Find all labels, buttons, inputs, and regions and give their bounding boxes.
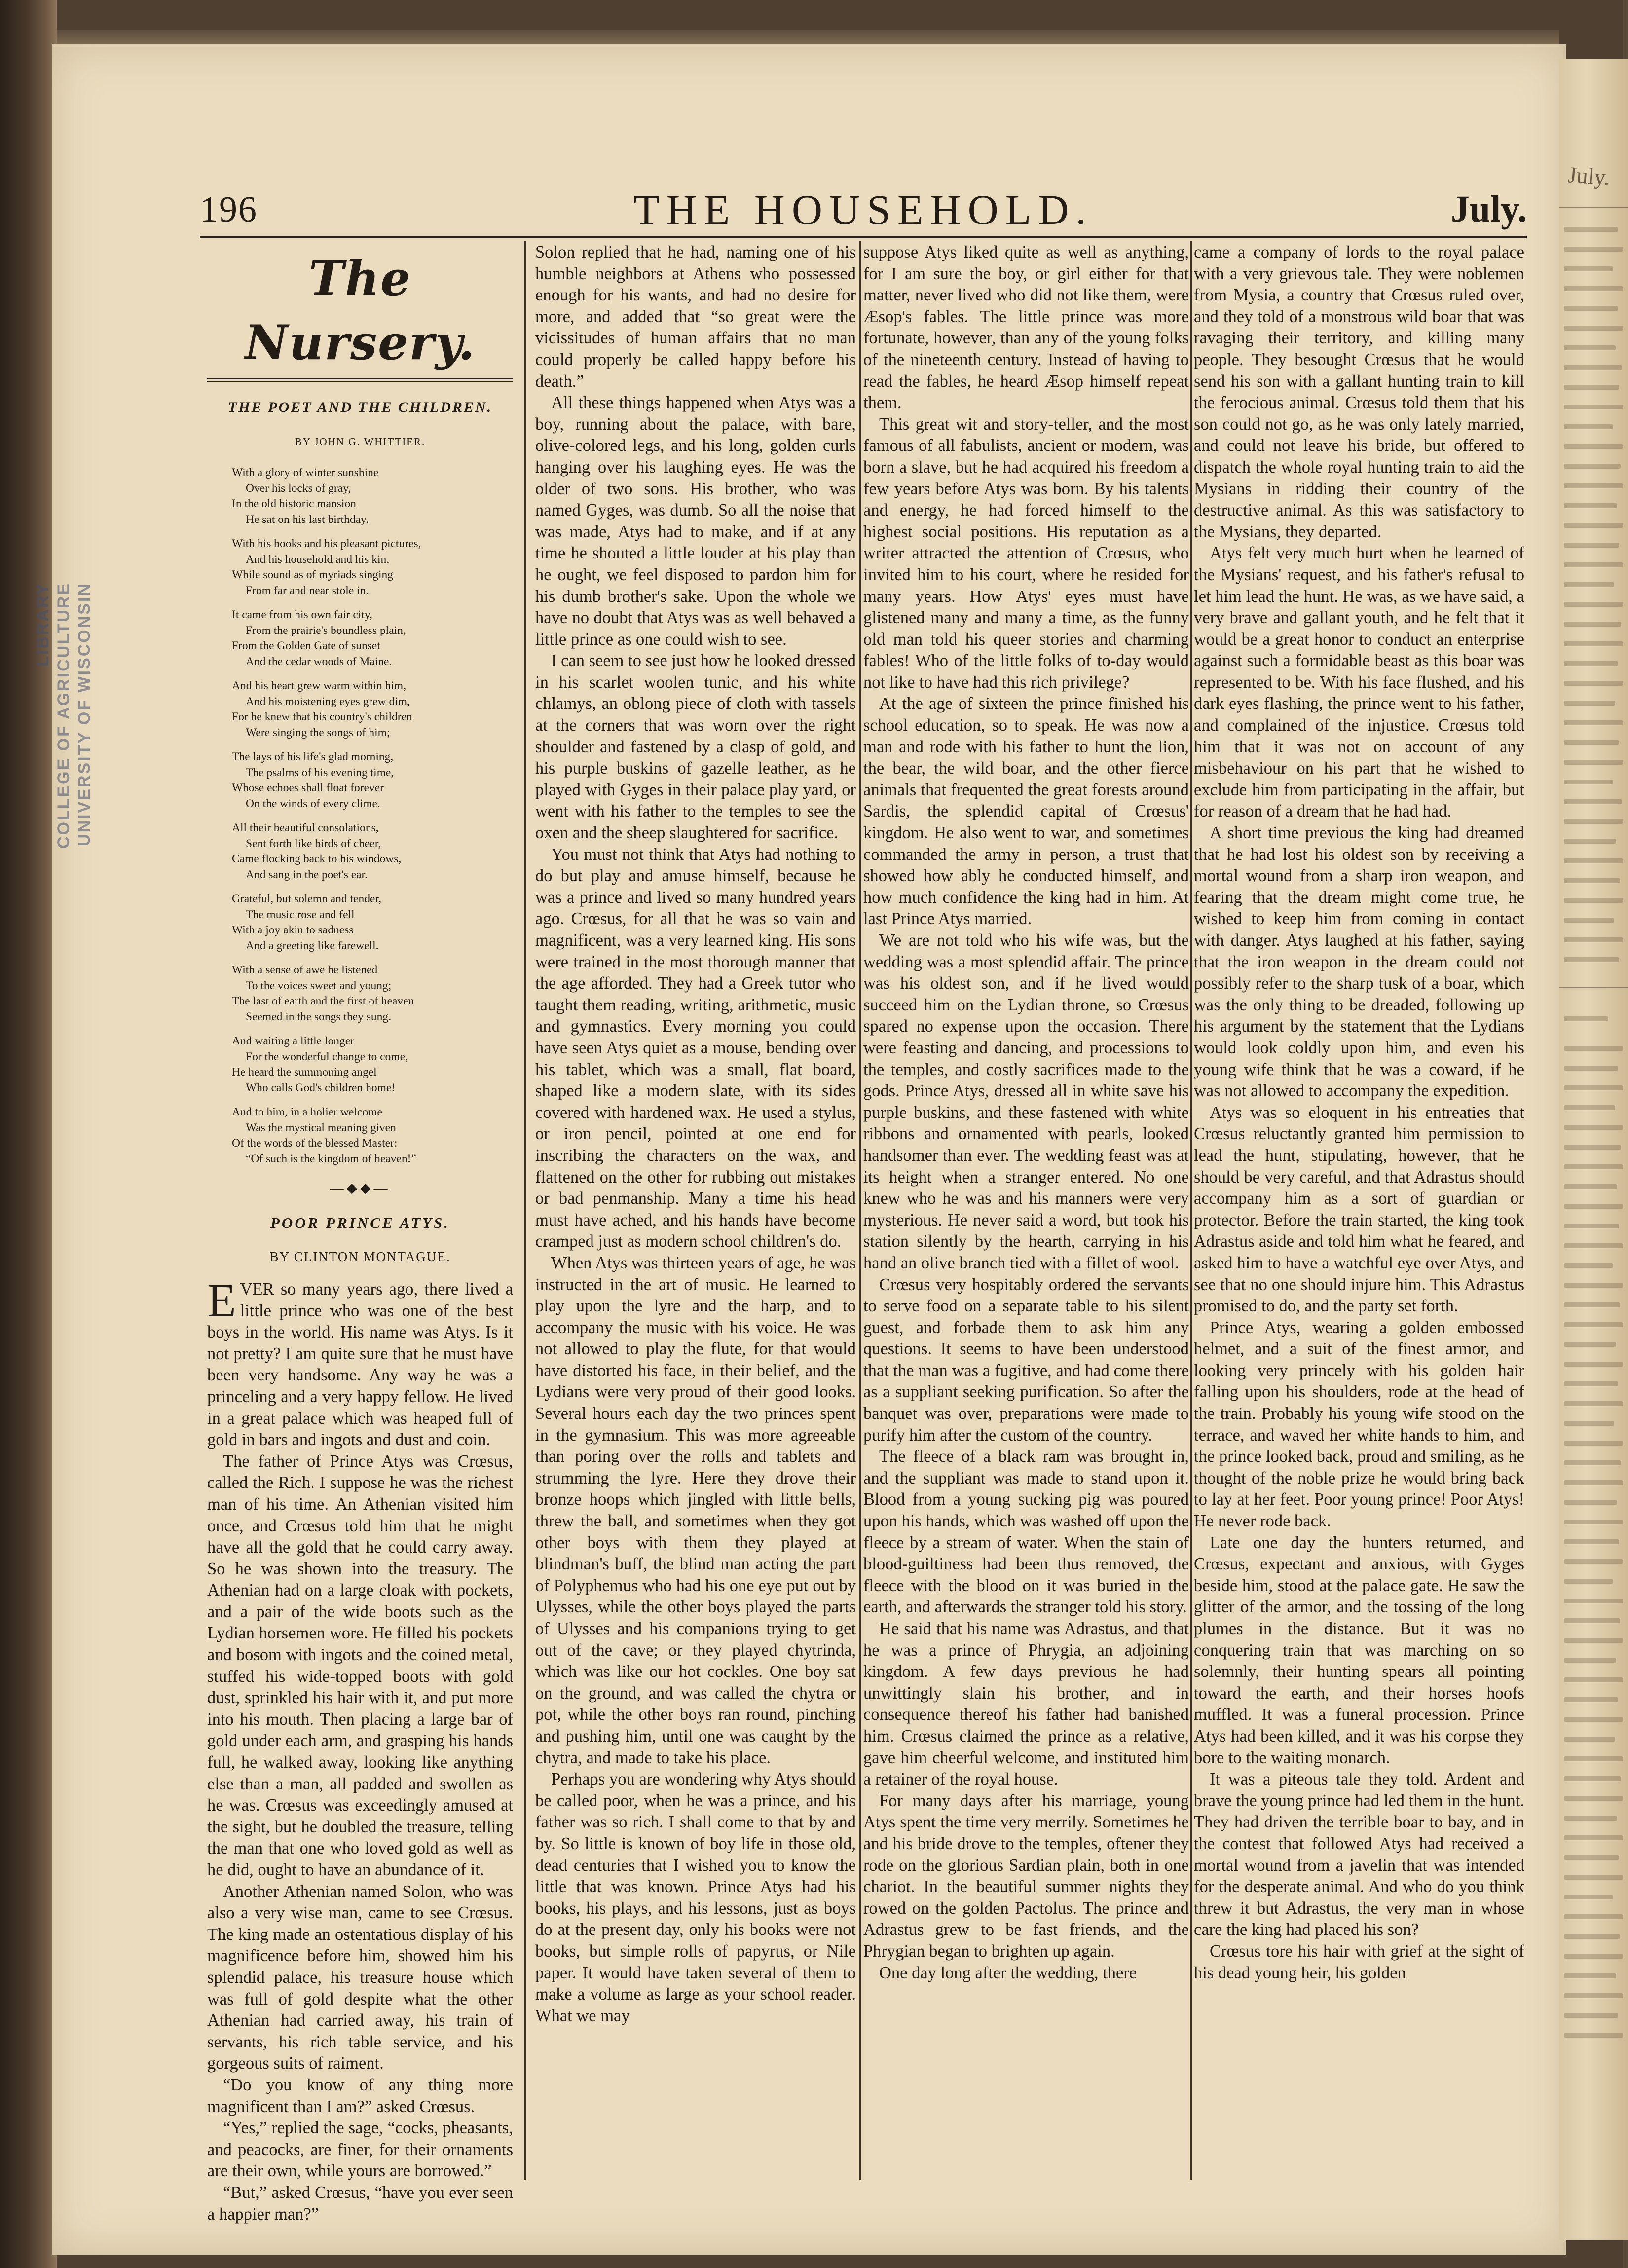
poem-line: All their beautiful consolations, [232,821,379,835]
story-paragraph: Late one day the hunters returned, and Crœsus, expectant and anxious, with Gyges beside him, stood at the palace gate. He saw the glitter of the armor, and the tossing of the long plumes in the distance. But it was no conquering train that was marching on so solemnly, their hunting spears all pointing toward the earth, and their horses hoofs muffled. It was a funeral procession. Prince Atys had been killed, and it was his corpse they bore to the waiting monarch. [1194,1533,1524,1767]
story-paragraph: “Do you know of any thing more magnificent than I am?” asked Crœsus. [207,2075,513,2116]
column-rule [524,241,526,2180]
story-paragraph: came a company of lords to the royal palace with a very grievous tale. They were noblemen from Mysia, a country that Crœsus ruled over, and they told of a monstrous wild boar that was ravaging their territory, and killing many people. They besought Crœsus that he would send his son with a gallant hunting train to kill the ferocious animal. Crœsus told them that his son could not go, as he was only lately married, and could not leave his bride, but offered to dispatch the whole royal hunting train to aid the Mysians in ridding their country of the destructive animal. As this was satisfactory to the Mysians, they departed. [1194,243,1524,541]
story-paragraph: Crœsus tore his hair with grief at the sight of his dead young heir, his golden [1194,1941,1524,1982]
column-rule [859,241,861,2180]
page-header [200,185,1527,234]
section-ornament: —◆◆— [330,1181,391,1196]
story-paragraph: All these things happened when Atys was a boy, running about the palace, with bare, olive-colored legs, and his long, golden curls hanging over his laughing eyes. He was the older of two sons. His brother, who was named Gyges, was dumb. So all the noise that was made, Atys had to make, and if at any time he shouted a little louder at his play than he ought, we feel disposed to pardon him for his dumb brother's sake. Upon the whole we have no doubt that Atys was as well behaved a little prince as one could wish to see. [535,393,856,649]
poem-line: “Of such is the kingdom of heaven!” [246,1152,416,1165]
poem-line: While sound as of myriads singing [232,568,394,582]
poem-line: Sent forth like birds of cheer, [246,837,381,850]
poem-author: BY JOHN G. WHITTIER. [295,435,426,447]
poem-line: Were singing the songs of him; [246,726,390,739]
poem-line: Seemed in the songs they sung. [246,1010,392,1023]
poem-line: Was the mystical meaning given [246,1121,396,1134]
story-column-1 [207,1273,513,2225]
story-paragraph: The fleece of a black ram was brought in, and the suppliant was made to stand upon it. Blood from a young sucking pig was poured upon his hands, which was washed off upon the fleece by a stream of water. When the stain of blood-guiltiness had been thus removed, the fleece with the blood on it was buried in the earth, and afterwards the stranger told his story. [863,1447,1189,1617]
title-rule [207,378,513,382]
poem-stanza [232,1034,513,1096]
story-paragraph: Another Athenian named Solon, who was also a very wise man, came to see Crœsus. The king made an ostentatious display of his magnificence before him, showed him his splendid palace, his treasure house which was full of gold despite what the other Athenian had carried away, his train of servants, his rich table service, and his gorgeous suits of raiment. [207,1882,513,2073]
poem-line: From far and near stole in. [246,584,369,597]
poem-stanza [232,465,513,527]
poem-line: To the voices sweet and young; [246,979,392,992]
story-paragraph: The father of Prince Atys was Crœsus, called the Rich. I suppose he was the richest man of his time. An Athenian visited him once, and Crœsus told him that he might have all the gold that he could carry away. So he was shown into the treasury. The Athenian had on a large cloak with pockets, and a pair of the wide boots such as the Lydian horsemen wore. He filled his pockets and bosom with ingots and the coined metal, stuffed his wide-topped boots with gold dust, sprinkled his hair with it, and put more into his mouth. Then placing a large bar of gold under each arm, and grasping his hands full, he walked away, looking like anything else than a man, all padded and swollen as he was. Crœsus was exceedingly amused at the sight, but he doubled the treasure, telling the man that one who loved gold as well as he did, ought to have an abundance of it. [207,1451,513,1879]
poem-line: And his heart grew warm within him, [232,679,407,693]
story-paragraph: Crœsus very hospitably ordered the servants to serve food on a separate table to his silent guest, and forbade them to ask him any questions. It seems to have been understood that the man was a fugitive, and had come there as a suppliant seeking purification. So after the banquet was over, preparations were made to purify him after the custom of the country. [863,1275,1189,1445]
column-4 [1194,242,1524,2181]
poem-line: For the wonderful change to come, [246,1050,408,1063]
column-rule [1190,241,1192,2180]
story-paragraph: I can seem to see just how he looked dressed in his scarlet woolen tunic, and his white chlamys, an oblong piece of cloth with tassels at the corners that was worn over the right shoulder and fastened by a clasp of gold, and his purple buskins of gazelle leather, as he played with Gyges in their palace play yard, or went with his father to the temples to see the oxen and the sheep slaughtered for sacrifice. [535,651,856,843]
stamp-line-2: COLLEGE OF AGRICULTURE [54,582,73,849]
poem-line: And the cedar woods of Maine. [246,655,392,668]
poem-line: From the prairie's boundless plain, [246,624,406,637]
story-title: POOR PRINCE ATYS. [270,1214,450,1231]
story-paragraph: For many days after his marriage, young Atys spent the time very merrily. Sometimes he and his bride drove to the temples, oftener they rode on the glorious Sardian plain, both in one chariot. In the beautiful summer nights they rowed on the golden Pactolus. The prince and Adrastus grew to be fast friends, and the Phrygian began to brighten up again. [863,1791,1189,1961]
stamp-line-3: UNIVERSITY OF WISCONSIN [75,582,94,846]
story-paragraph: “Yes,” replied the sage, “cocks, pheasants, and peacocks, are finer, for their ornaments are their own, while yours are borrowed.” [207,2119,513,2181]
story-paragraph: Solon replied that he had, naming one of his humble neighbors at Athens who possessed enough for his wants, and had no desire for more, and added that “so great were the vicissitudes of human affairs that no man could properly be called happy before his death.” [535,243,856,391]
poem-line: And waiting a little longer [232,1035,355,1048]
facing-page-edge [1559,59,1628,2240]
poem-stanza [232,607,513,669]
story-paragraph: Atys was so eloquent in his entreaties that Crœsus reluctantly granted him permission to lead the hunt, stipulating, however, that he should be very careful, and that Adrastus should accompany him as a sort of guardian or protector. Before the train started, the king took Adrastus aside and told him what he feared, and asked him to have a watchful eye over Atys, and see that no one should injure him. This Adrastus promised to do, and the party set forth. [1194,1103,1524,1316]
poem-stanza [232,963,513,1025]
column-2 [535,242,856,2181]
poem-line: In the old historic mansion [232,497,356,511]
poem-line: Over his locks of gray, [246,482,351,495]
book-binding [0,0,57,2268]
header-rule [200,236,1527,238]
story-paragraph: Prince Atys, wearing a golden embossed helmet, and a suit of the finest armor, and looking very princely with his golden hair falling upon his shoulders, rode at the head of the train. Probably his young wife stood on the terrace, and waved her white hands to him, and the prince looked back, proud and smiling, as he thought of the noble prize he would bring back to lay at her feet. Poor young prince! Poor Atys! He never rode back. [1194,1318,1524,1531]
facing-page-head: July. [1567,162,1611,190]
poem-stanza [232,536,513,598]
poem-line: With a glory of winter sunshine [232,466,379,480]
poem-line: And his household and his kin, [246,553,390,566]
poem-line: He heard the summoning angel [232,1066,377,1079]
poem-line: With a joy akin to sadness [232,924,354,937]
column-3 [863,242,1189,2181]
poem-line: Who calls God's children home! [246,1081,396,1094]
poem-line: With a sense of awe he listened [232,964,378,977]
poem-line: And sang in the poet's ear. [246,868,368,881]
poem-stanza [232,892,513,954]
story-paragraph: Perhaps you are wondering why Atys should be called poor, when he was a prince, and his father was so rich. I shall come to that by and by. So little is known of boy life in those old, dead centuries that I wished you to know the little that was known. Prince Atys had his books, his plays, and his lessons, just as boys do at the present day, only his books were not books, but simple rolls of papyrus, or Nile paper. It would have taken several of them to make a volume as large as your school reader. What we may [535,1770,856,2025]
poem-line: And to him, in a holier welcome [232,1106,382,1119]
poem-line: With his books and his pleasant pictures, [232,537,421,551]
department-title: The Nursery. [244,251,476,371]
story-paragraph: You must not think that Atys had nothing to do but play and amuse himself, because he was a prince and lived so many hundred years ago. Crœsus, for all that he was so vain and magnificent, was a very learned king. His sons were trained in the most thorough manner that the age afforded. They had a Greek tutor who taught them reading, writing, arithmetic, music and gymnastics. Every morning you could have seen Atys quiet as a mouse, bending over his tablet, which was a small, flat board, shaped like a modern slate, with its sides covered with hardened wax. He used a stylus, or iron pencil, pointed at one end for inscribing the characters on the wax, and flattened on the other for rubbing out mistakes or bad penmanship. Many a time his head must have ached, and his hands have become cramped just as modern school children's do. [535,845,856,1251]
poem-title: THE POET AND THE CHILDREN. [227,399,493,415]
poem-line: The psalms of his evening time, [246,766,394,779]
drop-cap: E [207,1273,236,1327]
poem-line: On the winds of every clime. [246,797,380,810]
poem-line: For he knew that his country's children [232,710,412,724]
stamp-line-1: LIBRARY [34,582,52,667]
story-paragraph: When Atys was thirteen years of age, he was instructed in the art of music. He learned to play upon the lyre and the harp, and to accompany the music with his voice. He was not allowed to play the flute, for that would have distorted his face, in their belief, and the Lydians were very proud of their good looks. Several hours each day the two princes spent in the gymnasium. This was more agreeable than poring over the rolls and tablets and strumming the lyre. Here they drove their bronze hoops which jingled with little bells, threw the ball, and sometimes when they got other boys with them they played at blindman's buff, the blind man acting the part of Polyphemus who had his one eye put out by Ulysses, while the other boys played the parts of Ulysses and his companions trying to get out of the cave; or they played chytrinda, which was like our hot cockles. One boy sat on the ground, and was called the chytra or pot, while the other boys ran round, pinching and pushing him, until one was caught by the chytra, and made to take his place. [535,1253,856,1767]
issue-month: July. [1450,188,1527,230]
poem-line: And his moistening eyes grew dim, [246,695,410,708]
story-paragraph: We are not told who his wife was, but the wedding was a most splendid affair. The prince was his oldest son, and if he lived would succeed him on the Lydian throne, so Crœsus spared no expense upon the occasion. There were feasting and dancing, and processions to the temples, and costly sacrifices made to the gods. Prince Atys, dressed all in white save his purple buskins, and these fastened with white ribbons and ornamented with pearls, looked handsomer than ever. The wedding feast was at its height when a stranger entered. No one knew who he was and his manners were very mysterious. He never said a word, but took his station silently by the hearth, carrying in his hand an olive branch tied with a fillet of wool. [863,931,1189,1272]
story-paragraph: A short time previous the king had dreamed that he had lost his oldest son by receiving a mortal wound from a sharp iron weapon, and fearing that the dream might come true, he wished to keep him from coming in contact with danger. Atys laughed at his father, saying that the iron weapon in the dream could not possibly refer to the sharp tusk of a boar, which was the only thing to be dreaded, following up his argument by the statement that the Lydians would look coldly upon him, and even his young wife think that he was a coward, if he was not allowed to accompany the expedition. [1194,823,1524,1101]
poem-stanza [232,820,513,883]
story-paragraph: One day long after the wedding, there [879,1963,1137,1982]
poem-line: The lays of his life's glad morning, [232,750,394,764]
poem-line: And a greeting like farewell. [246,939,379,952]
poem-line: Grateful, but solemn and tender, [232,892,382,906]
poem-stanza [232,678,513,741]
poem-stanza [232,1105,513,1167]
library-stamp [34,582,94,849]
page-number: 196 [200,189,258,230]
column-1 [207,242,513,2224]
poem-body [207,465,513,1167]
poem-line: Of the words of the blessed Master: [232,1137,398,1150]
poem-line: The music rose and fell [246,908,355,921]
story-paragraph: VER so many years ago, there lived a little prince who was one of the best boys in the world. His name was Atys. Is it not pretty? I am quite sure that he must have been very handsome. Any way he was a princeling and a very happy fellow. He lived in a great palace which was heaped full of gold in bars and ingots and dust and coin. [207,1279,513,1450]
story-author: BY CLINTON MONTAGUE. [269,1249,451,1264]
running-title: THE HOUSEHOLD. [633,186,1093,233]
story-paragraph: This great wit and story-teller, and the most famous of all fabulists, ancient or modern, was born a slave, but he had acquired his freedom a few years before Atys was born. By his talents and energy, he had forced himself to the highest social positions. His reputation as a writer attracted the attention of Crœsus, who invited him to his court, where he resided for many years. How Atys' eyes must have glistened many and many a time, as the funny old man told his queer stories and charming fables! Who of the little folks of to-day would not like to have had this rich privilege? [863,414,1189,692]
poem-line: He sat on his last birthday. [246,513,369,526]
poem-stanza [232,749,513,812]
poem-line: Whose echoes shall float forever [232,781,384,795]
story-paragraph: Atys felt very much hurt when he learned of the Mysians' request, and his father's refusal to let him lead the hunt. He was, as we have said, a very brave and gallant youth, and he felt that it would be a great honor to conduct an enterprise against such a formidable beast as this boar was represented to be. With his face flushed, and his dark eyes flashing, the prince went to his father, and complained of the injustice. Crœsus told him that it was not on account of any misbehaviour on his part that he wished to exclude him from participating in the affair, but for reason of a dream that he had had. [1194,544,1524,821]
poem-line: The last of earth and the first of heaven [232,995,414,1008]
poem-line: From the Golden Gate of sunset [232,639,380,653]
story-paragraph: “But,” asked Crœsus, “have you ever seen a happier man?” [207,2183,513,2224]
story-paragraph: He said that his name was Adrastus, and that he was a prince of Phrygia, an adjoining kingdom. A few days previous he had unwittingly slain his brother, and in consequence thereof his father had banished him. Crœsus claimed the prince as a relative, gave him cheerful welcome, and instituted him a retainer of the royal house. [863,1619,1189,1789]
story-paragraph: It was a piteous tale they told. Ardent and brave the young prince had led them in the hunt. They had driven the terrible boar to bay, and in the contest that followed Atys had received a mortal wound from a javelin that was intended for the desperate animal. And who do you think threw it but Adrastus, the very man in whose care the king had placed his son? [1194,1770,1524,1939]
poem-line: It came from his own fair city, [232,608,372,622]
poem-line: Came flocking back to his windows, [232,853,402,866]
story-paragraph: At the age of sixteen the prince finished his school education, so to speak. He was now a man and rode with his father to hunt the lion, the bear, the wild boar, and the other fierce animals that frequented the great forests around Sardis, the splendid capital of Crœsus' kingdom. He also went to war, and sometimes commanded the army in person, a trust that showed how ably he conducted himself, and how much confidence the king had in him. At last Prince Atys married. [863,694,1189,929]
story-paragraph: suppose Atys liked quite as well as anything, for I am sure the boy, or girl either for that matter, never lived who did not like them, were Æsop's fables. The little prince was more fortunate, however, than any of the young folks of the nineteenth century. Instead of having to read the fables, he heard Æsop himself repeat them. [863,243,1189,412]
